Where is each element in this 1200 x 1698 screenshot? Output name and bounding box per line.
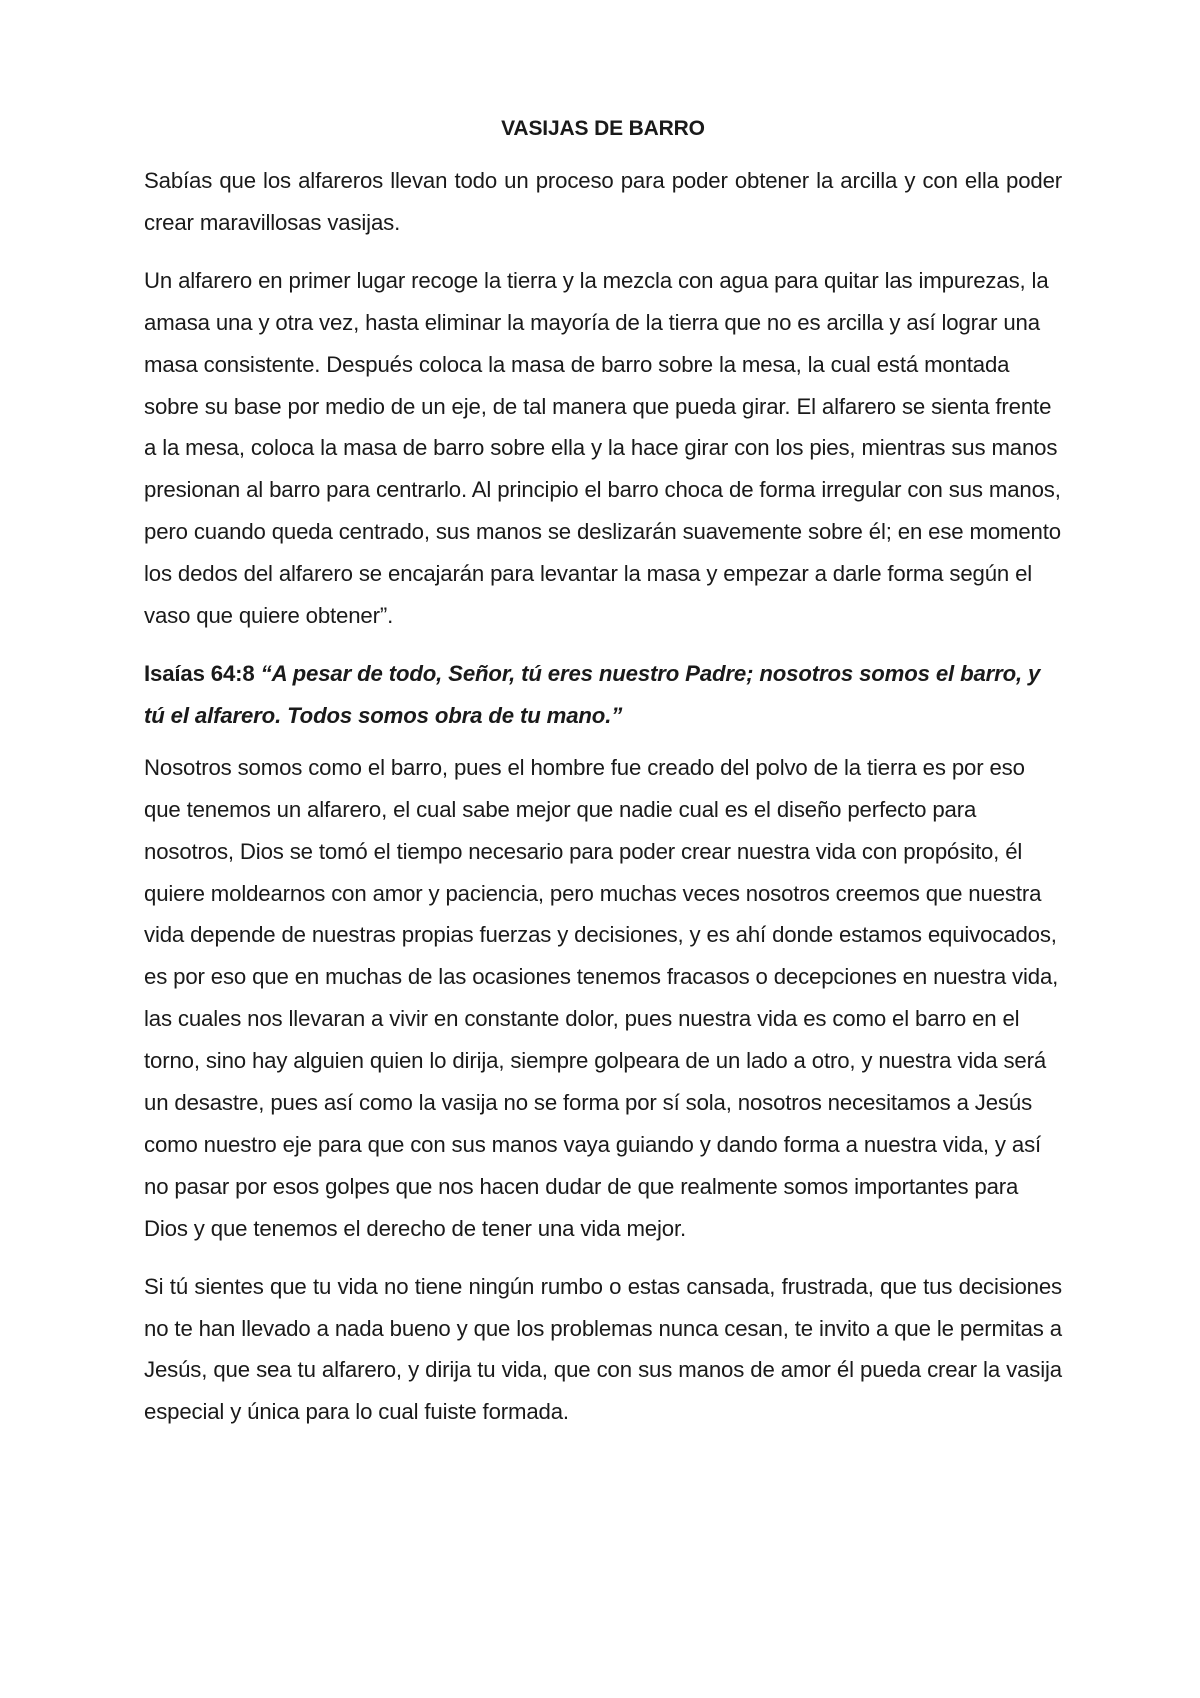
verse-reference: Isaías 64:8 bbox=[144, 660, 255, 686]
paragraph-invitation: Si tú sientes que tu vida no tiene ningún rumbo o estas cansada, frustrada, que tus decisiones no te han llevado a nada bueno y que los problemas nunca cesan, te invito a que le permitas a Jesús, que sea tu alfarero, y dirija tu vida, que con sus manos de amor él pueda crear la vasija especial y única para lo cual fuiste formada. bbox=[144, 1273, 1062, 1425]
paragraph-intro: Sabías que los alfareros llevan todo un proceso para poder obtener la arcilla y con ella poder crear maravillosas vasijas. bbox=[144, 168, 1062, 235]
bible-verse bbox=[144, 653, 1062, 737]
verse-text: “A pesar de todo, Señor, tú eres nuestro Padre; nosotros somos el barro, y tú el alfarero. Todos somos obra de tu mano.” bbox=[144, 660, 1041, 728]
paragraph-potter-process: Un alfarero en primer lugar recoge la tierra y la mezcla con agua para quitar las impurezas, la amasa una y otra vez, hasta eliminar la mayoría de la tierra que no es arcilla y así lograr una masa consistente. Después coloca la masa de barro sobre la mesa, la cual está montada sobre su base por medio de un eje, de tal manera que pueda girar. El alfarero se sienta frente a la mesa, coloca la masa de barro sobre ella y la hace girar con los pies, mientras sus manos presionan al barro para centrarlo. Al principio el barro choca de forma irregular con sus manos, pero cuando queda centrado, sus manos se deslizarán suavemente sobre él; en ese momento los dedos del alfarero se encajarán para levantar la masa y empezar a darle forma según el vaso que quiere obtener”. bbox=[144, 267, 1061, 629]
paragraph-reflection: Nosotros somos como el barro, pues el hombre fue creado del polvo de la tierra es por eso que tenemos un alfarero, el cual sabe mejor que nadie cual es el diseño perfecto para nosotros, Dios se tomó el tiempo necesario para poder crear nuestra vida con propósito, él quiere moldearnos con amor y paciencia, pero muchas veces nosotros creemos que nuestra vida depende de nuestras propias fuerzas y decisiones, y es ahí donde estamos equivocados, es por eso que en muchas de las ocasiones tenemos fracasos o decepciones en nuestra vida, las cuales nos llevaran a vivir en constante dolor, pues nuestra vida es como el barro en el torno, sino hay alguien quien lo dirija, siempre golpeara de un lado a otro, y nuestra vida será un desastre, pues así como la vasija no se forma por sí sola, nosotros necesitamos a Jesús como nuestro eje para que con sus manos vaya guiando y dando forma a nuestra vida, y así no pasar por esos golpes que nos hacen dudar de que realmente somos importantes para Dios y que tenemos el derecho de tener una vida mejor. bbox=[144, 754, 1059, 1241]
document-body bbox=[144, 108, 1062, 1449]
document-title: VASIJAS DE BARRO bbox=[501, 117, 705, 140]
